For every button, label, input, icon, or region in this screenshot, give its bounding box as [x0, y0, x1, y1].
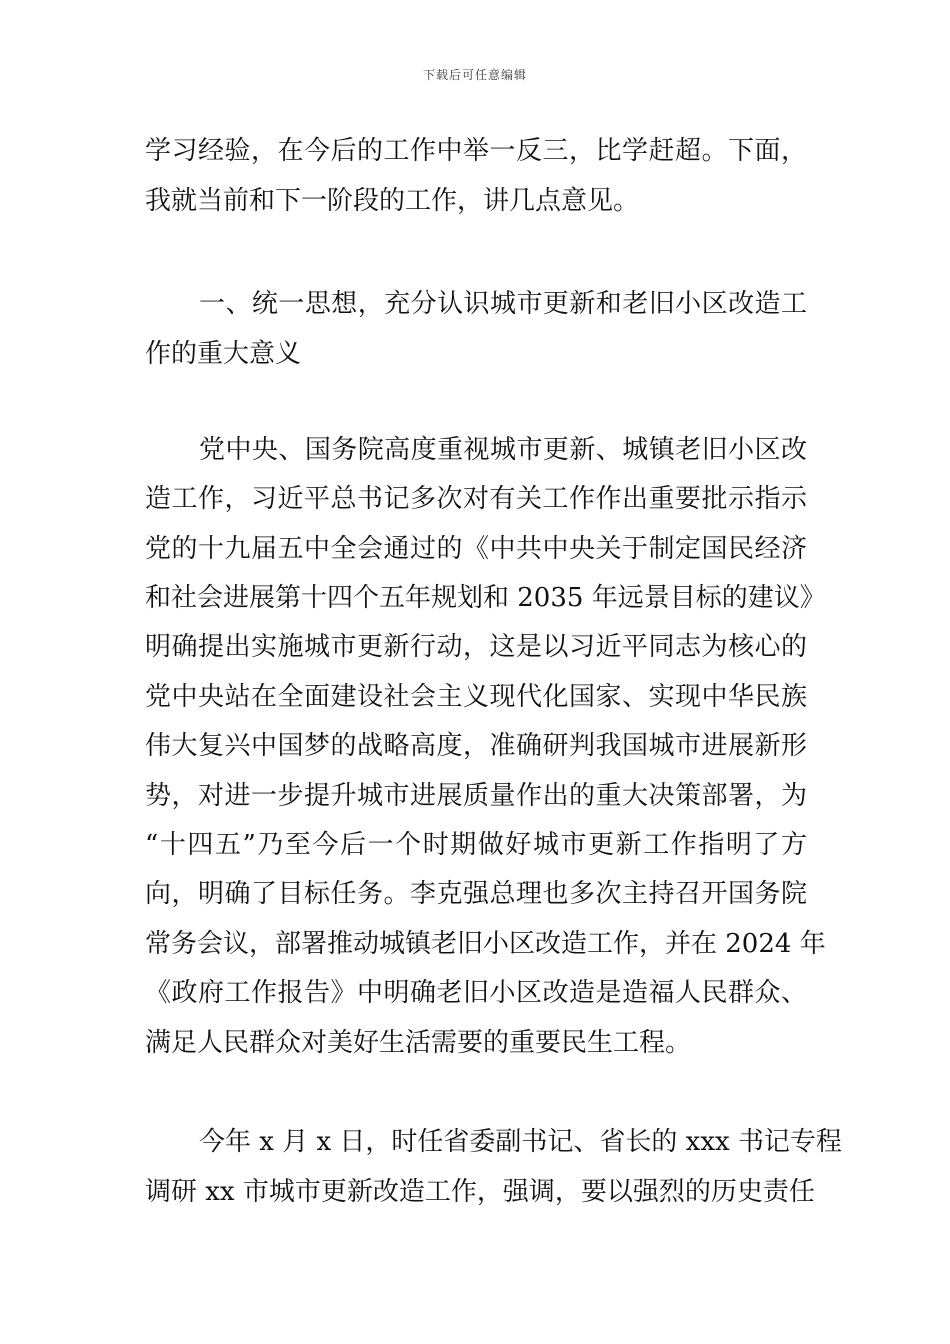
section-heading-line: 作的重大意义: [145, 339, 302, 369]
text-line: 常务会议，部署推动城镇老旧小区改造工作，并在 2024 年: [145, 929, 826, 959]
text-line: 我就当前和下一阶段的工作，讲几点意见。: [145, 186, 640, 216]
text-line: 学习经验，在今后的工作中举一反三，比学赶超。下面，: [145, 136, 807, 166]
text-line: 和社会进展第十四个五年规划和 2035 年远景目标的建议》: [145, 583, 826, 613]
text-line: 满足人民群众对美好生活需要的重要民生工程。: [145, 1028, 692, 1058]
text-line: 党中央站在全面建设社会主义现代化国家、实现中华民族: [145, 682, 807, 712]
text-line: 伟大复兴中国梦的战略高度，准确研判我国城市进展新形: [145, 731, 807, 761]
section-heading-line: 一、统一思想，充分认识城市更新和老旧小区改造工: [199, 289, 807, 319]
page-header: 下载后可任意编辑: [422, 68, 527, 82]
text-line: 造工作，习近平总书记多次对有关工作作出重要批示指示: [145, 484, 807, 514]
text-line: 明确提出实施城市更新行动，这是以习近平同志为核心的: [145, 632, 807, 662]
text-line: 今年 x 月 x 日，时任省委副书记、省长的 xxx 书记专程: [199, 1127, 842, 1157]
text-line: 势，对进一步提升城市进展质量作出的重大决策部署，为: [145, 781, 807, 811]
text-line: 《政府工作报告》中明确老旧小区改造是造福人民群众、: [145, 978, 807, 1008]
text-line: 党的十九届五中全会通过的《中共中央关于制定国民经济: [145, 534, 807, 564]
text-line: 党中央、国务院高度重视城市更新、城镇老旧小区改: [199, 435, 807, 465]
text-line: “十四五”乃至今后一个时期做好城市更新工作指明了方: [145, 830, 807, 860]
text-line: 调研 xx 市城市更新改造工作，强调，要以强烈的历史责任: [145, 1177, 815, 1207]
text-line: 向，明确了目标任务。李克强总理也多次主持召开国务院: [145, 879, 807, 909]
